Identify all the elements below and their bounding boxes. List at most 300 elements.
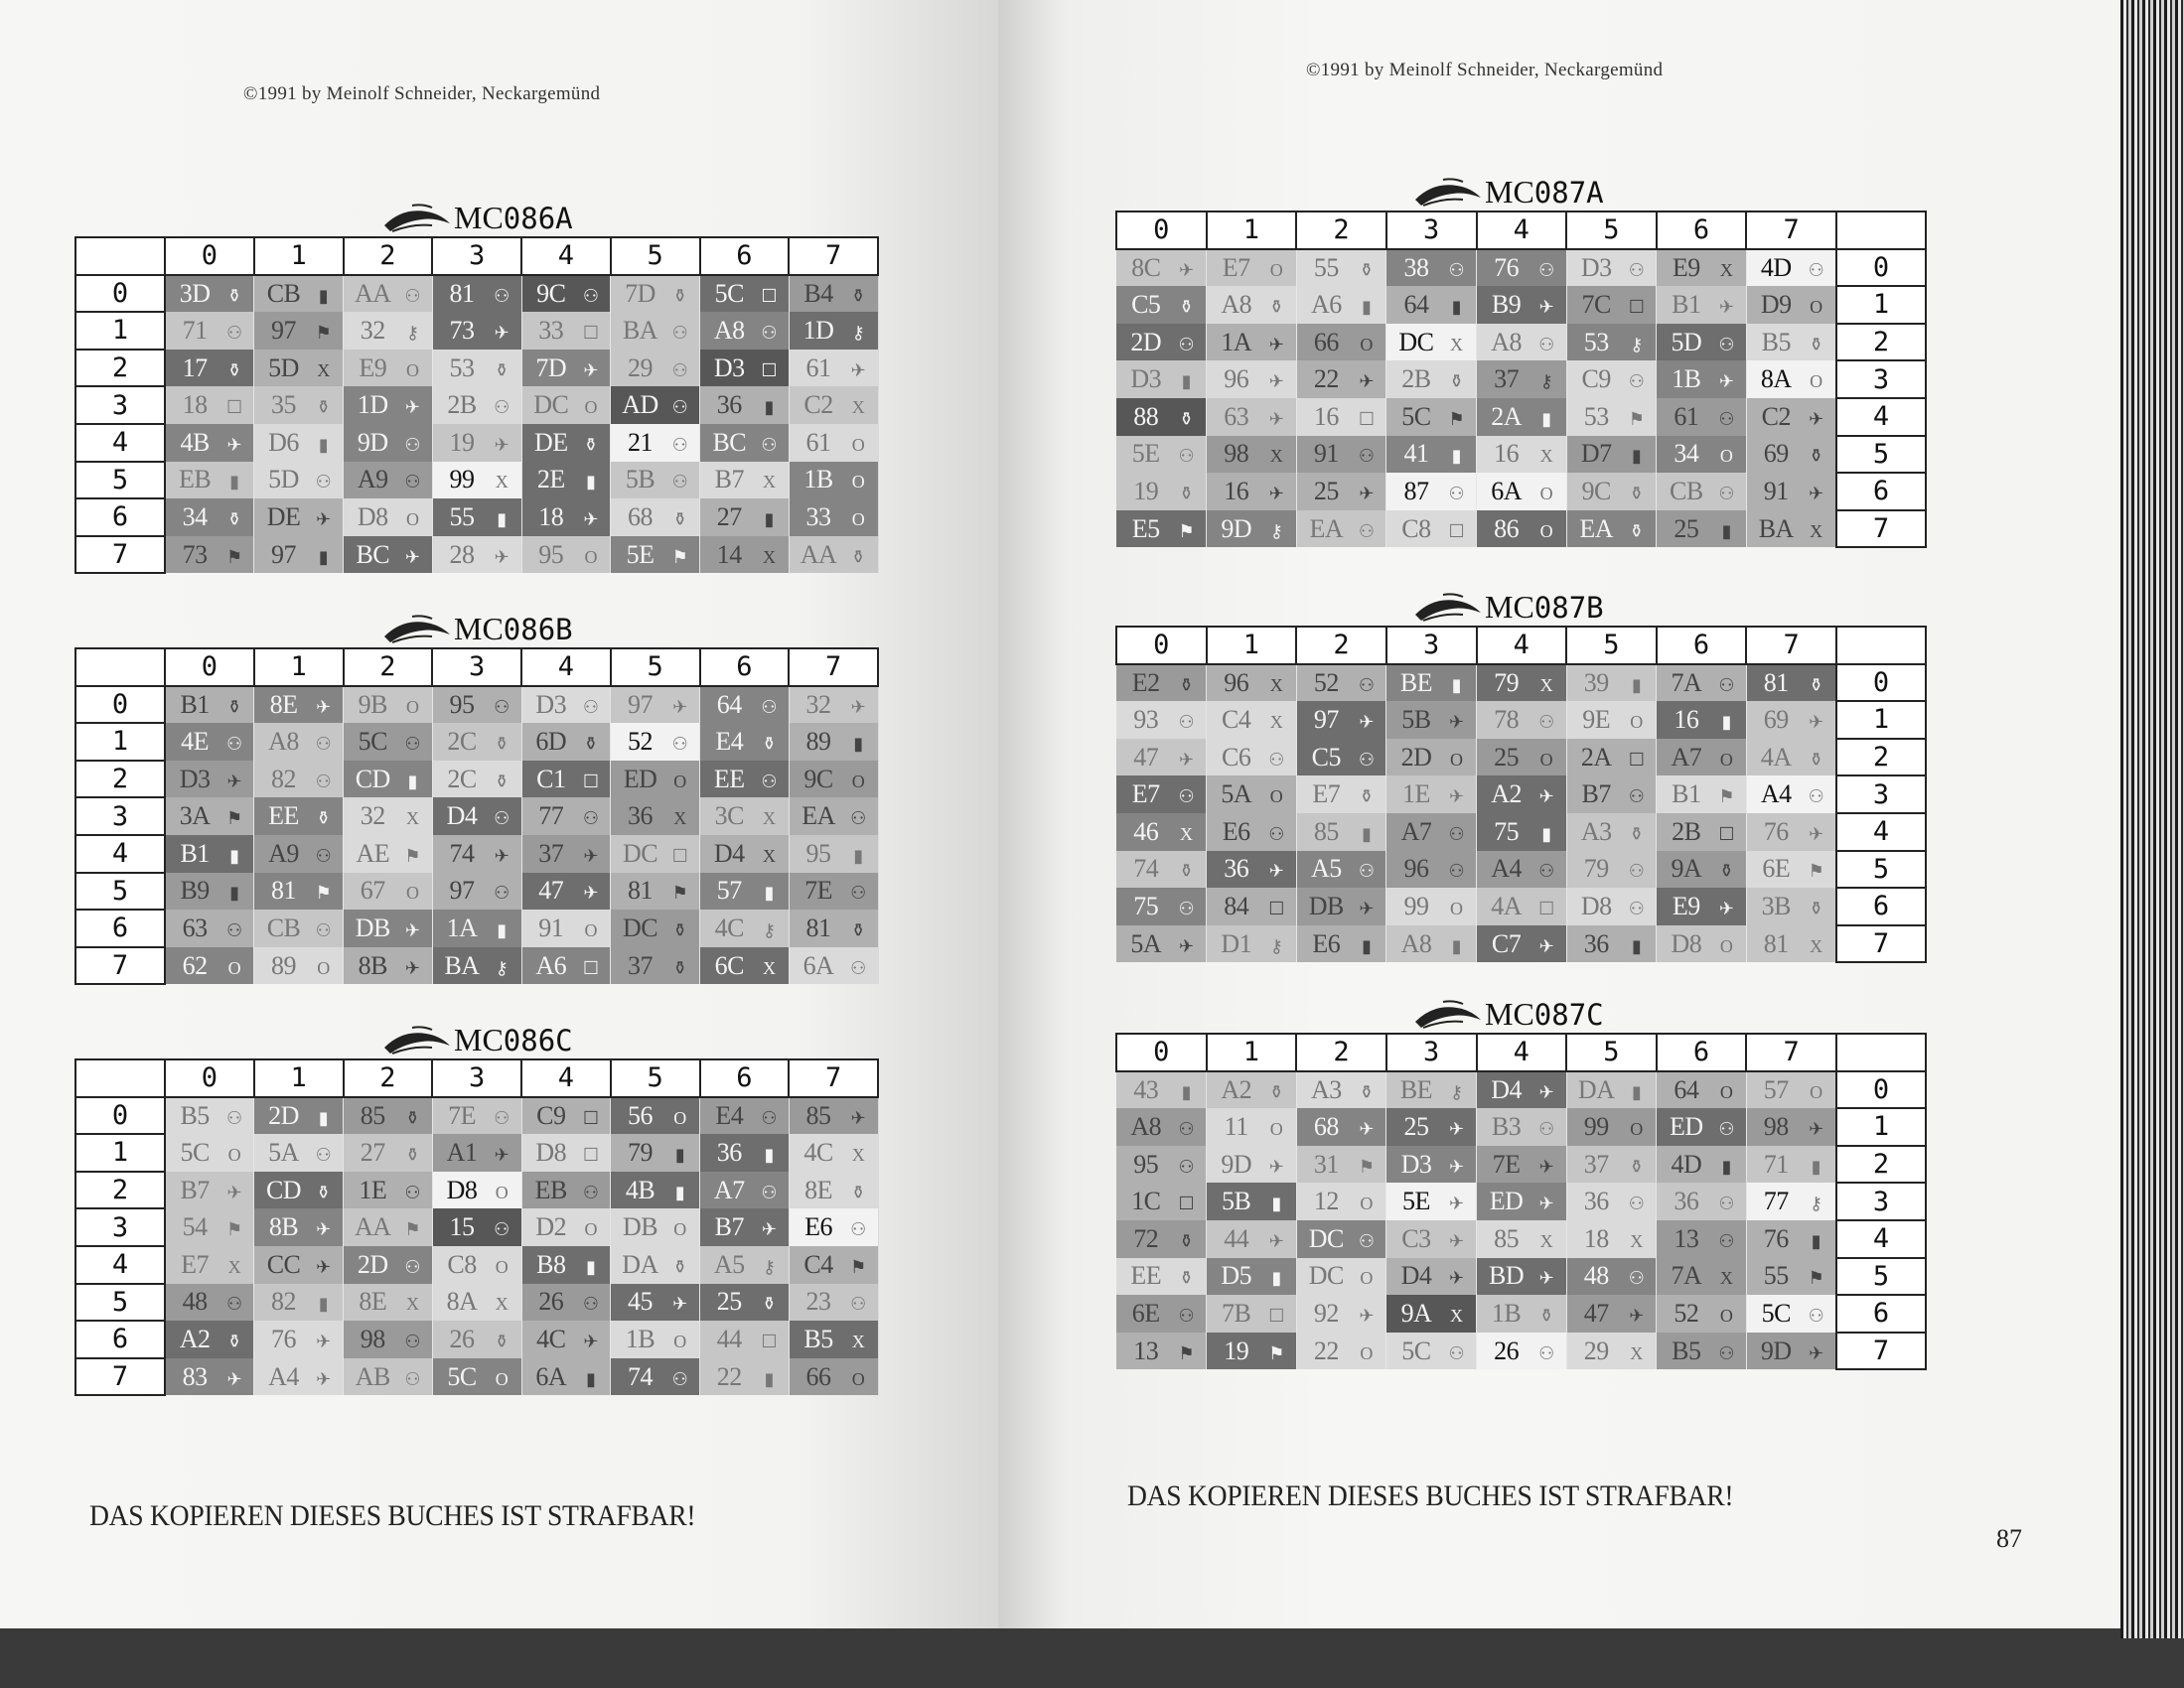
code-value: 36 <box>1583 928 1609 958</box>
table-row <box>75 1246 878 1284</box>
code-symbol-icon: ▮ <box>318 1107 329 1128</box>
code-cell <box>165 1097 254 1135</box>
code-cell <box>521 686 611 724</box>
code-cell <box>1746 888 1836 925</box>
code-cell <box>1566 1220 1657 1258</box>
code-value: B1 <box>180 838 210 868</box>
code-value: A3 <box>1310 1074 1342 1104</box>
title-code: 087A <box>1533 175 1604 210</box>
code-value: 5C <box>1401 1336 1431 1365</box>
code-value: E9 <box>1672 252 1700 282</box>
code-cell <box>1296 925 1386 963</box>
code-value: A6 <box>535 950 567 980</box>
code-symbol-icon: ✈ <box>1359 1305 1374 1326</box>
code-value: 31 <box>1313 1149 1339 1179</box>
code-value: 97 <box>271 315 297 345</box>
code-cell <box>254 1358 344 1396</box>
code-value: CB <box>1669 476 1703 505</box>
row-header: 2 <box>1836 739 1926 776</box>
code-cell <box>1746 1333 1836 1370</box>
code-value: 4C <box>536 1324 566 1353</box>
code-symbol-icon: ⚱ <box>226 359 242 380</box>
code-value: 12 <box>1313 1187 1339 1216</box>
code-value: AE <box>356 838 390 868</box>
code-symbol-icon: ✈ <box>583 508 598 529</box>
code-symbol-icon: ⚇ <box>226 919 242 940</box>
code-cell <box>1566 1108 1657 1146</box>
code-symbol-icon: ⚇ <box>761 1182 778 1202</box>
code-cell <box>611 498 700 536</box>
code-cell <box>1477 1220 1567 1258</box>
code-cell <box>1657 888 1747 925</box>
code-cell <box>789 424 878 462</box>
code-cell <box>165 275 254 313</box>
code-symbol-icon: ✈ <box>494 845 510 866</box>
code-symbol-icon: X <box>762 808 776 829</box>
code-value: C1 <box>536 764 566 793</box>
code-cell <box>1566 360 1657 398</box>
code-cell <box>165 910 254 947</box>
code-value: 19 <box>449 427 475 457</box>
code-symbol-icon: ⚱ <box>494 733 510 754</box>
code-value: C2 <box>1761 401 1791 431</box>
code-value: 25 <box>1313 476 1339 505</box>
code-cell <box>254 498 344 536</box>
code-value: 97 <box>271 539 297 569</box>
row-header: 7 <box>75 947 165 985</box>
table-row <box>1116 1071 1926 1109</box>
code-value: D4 <box>713 838 745 868</box>
code-value: D4 <box>1491 1074 1522 1104</box>
code-symbol-icon: ⚱ <box>316 1182 331 1202</box>
code-value: DC <box>533 390 569 420</box>
code-symbol-icon: ⚇ <box>1718 483 1734 503</box>
code-symbol-icon: ▮ <box>1811 1230 1821 1251</box>
code-symbol-icon: ⚇ <box>850 1294 866 1315</box>
row-header: 2 <box>1836 1146 1926 1184</box>
code-cell <box>254 947 344 985</box>
code-symbol-icon: ✈ <box>494 546 510 567</box>
column-header: 2 <box>344 648 433 686</box>
table-row <box>1116 664 1926 702</box>
code-symbol-icon: ✈ <box>1448 1156 1464 1177</box>
code-cell <box>700 312 790 350</box>
code-symbol-icon: ▮ <box>764 397 774 418</box>
code-value: 2B <box>447 390 477 420</box>
code-symbol-icon: ⚇ <box>1448 823 1465 844</box>
code-value: 37 <box>538 838 564 868</box>
title-prefix: MC <box>454 611 504 647</box>
code-value: A9 <box>268 838 299 868</box>
code-value: 7D <box>625 278 655 308</box>
code-cell <box>1386 1108 1477 1146</box>
code-cell <box>254 350 344 387</box>
code-value: 81 <box>1763 667 1789 697</box>
code-value: 2E <box>536 465 565 494</box>
code-symbol-icon: ▮ <box>407 771 417 791</box>
row-header: 6 <box>75 1321 165 1358</box>
code-symbol-icon: ⚇ <box>1358 446 1375 467</box>
title-code: 086B <box>503 612 573 646</box>
code-symbol-icon: ⚑ <box>850 1256 866 1277</box>
code-symbol-icon: ⚱ <box>226 285 242 306</box>
code-symbol-icon: ✈ <box>494 322 510 343</box>
column-header: 5 <box>1566 211 1657 249</box>
copyright-notice: ©1991 by Meinolf Schneider, Neckargemünd <box>243 83 601 104</box>
code-cell <box>1116 775 1207 813</box>
code-value: BD <box>1489 1261 1525 1291</box>
code-value: 43 <box>1133 1074 1159 1104</box>
row-header: 4 <box>75 835 165 873</box>
code-symbol-icon: ✈ <box>1268 1156 1284 1177</box>
code-symbol-icon: ⚑ <box>404 1219 421 1240</box>
code-value: B3 <box>1491 1111 1522 1141</box>
code-value: BA <box>1758 513 1794 543</box>
code-value: 95 <box>1133 1149 1159 1179</box>
code-symbol-icon: X <box>1269 446 1283 467</box>
code-value: 44 <box>716 1324 742 1353</box>
code-value: DB <box>355 913 390 942</box>
code-value: A8 <box>1400 928 1432 958</box>
row-header: 3 <box>75 1208 165 1246</box>
code-value: 7A <box>1671 667 1702 697</box>
code-value: 79 <box>1583 854 1609 884</box>
code-symbol-icon: ⚇ <box>494 285 510 306</box>
code-symbol-icon: ⚱ <box>583 733 598 754</box>
code-value: 1B <box>625 1324 655 1353</box>
row-header: 7 <box>1836 1333 1926 1370</box>
code-symbol-icon: ⚱ <box>672 1256 687 1277</box>
code-symbol-icon: O <box>227 1144 241 1165</box>
code-value: 9A <box>1400 1298 1432 1328</box>
code-symbol-icon: ⚑ <box>315 322 332 343</box>
lookup-table-mc087b <box>1115 626 1927 963</box>
code-cell <box>1746 1071 1836 1109</box>
code-cell <box>432 424 521 462</box>
table-row <box>1116 1333 1926 1370</box>
code-value: A9 <box>357 465 388 494</box>
code-symbol-icon: ⚇ <box>1628 786 1645 807</box>
code-cell <box>1657 286 1747 324</box>
code-value: 77 <box>538 801 564 831</box>
code-value: 5C <box>447 1361 477 1391</box>
code-symbol-icon: O <box>405 696 419 717</box>
code-cell <box>165 536 254 574</box>
table-row <box>1116 813 1926 851</box>
code-cell <box>521 1134 611 1172</box>
code-symbol-icon: O <box>1719 1305 1733 1326</box>
code-value: 9D <box>1221 513 1252 543</box>
code-cell <box>700 835 790 873</box>
code-symbol-icon: ✈ <box>1809 483 1823 503</box>
code-value: D8 <box>357 501 388 531</box>
code-value: 91 <box>1313 439 1339 469</box>
code-value: 85 <box>1494 1223 1520 1253</box>
code-symbol-icon: ☐ <box>1628 296 1645 317</box>
code-value: 7C <box>1581 289 1611 319</box>
code-cell <box>1296 249 1386 287</box>
column-header: 1 <box>254 1059 344 1097</box>
code-cell <box>432 350 521 387</box>
code-cell <box>1386 1183 1477 1220</box>
code-cell <box>1116 701 1207 739</box>
code-value: 35 <box>271 390 297 420</box>
code-symbol-icon: ⚱ <box>1538 1305 1554 1326</box>
code-cell <box>700 1246 790 1284</box>
row-header: 0 <box>1836 1071 1926 1109</box>
code-value: 85 <box>360 1100 385 1130</box>
code-symbol-icon: ⚱ <box>761 733 777 754</box>
column-header: 2 <box>344 237 433 275</box>
code-cell <box>1477 925 1567 963</box>
code-cell <box>1207 398 1297 436</box>
code-cell <box>1746 925 1836 963</box>
code-symbol-icon: ▮ <box>1451 674 1461 695</box>
code-symbol-icon: ⚇ <box>1718 1230 1734 1251</box>
code-symbol-icon: ⚇ <box>582 696 599 717</box>
code-value: 5E <box>1402 1187 1430 1216</box>
code-value: 1D <box>357 390 388 420</box>
code-value: 47 <box>1583 1298 1609 1328</box>
code-cell <box>1296 436 1386 474</box>
code-cell <box>1477 739 1567 776</box>
code-value: E6 <box>804 1212 832 1242</box>
code-symbol-icon: ▮ <box>1631 446 1642 467</box>
table-row <box>75 462 878 499</box>
table-row <box>75 498 878 536</box>
code-cell <box>700 910 790 947</box>
code-symbol-icon: X <box>1630 1342 1643 1363</box>
code-cell <box>165 835 254 873</box>
code-value: 9B <box>358 689 387 719</box>
code-cell <box>1296 1183 1386 1220</box>
code-symbol-icon: ⚇ <box>1178 711 1195 732</box>
code-symbol-icon: ⚑ <box>1358 1156 1375 1177</box>
code-value: 76 <box>1494 252 1520 282</box>
code-value: 92 <box>1313 1298 1339 1328</box>
code-cell <box>1746 1220 1836 1258</box>
code-cell <box>254 1284 344 1322</box>
code-value: DE <box>533 427 568 457</box>
code-symbol-icon: ☐ <box>1178 1194 1195 1214</box>
code-symbol-icon: ⚇ <box>404 1331 421 1351</box>
code-value: 34 <box>1674 439 1699 469</box>
code-cell <box>521 1358 611 1396</box>
code-cell <box>1566 813 1657 851</box>
code-value: 9C <box>1581 476 1611 505</box>
code-value: 44 <box>1224 1223 1249 1253</box>
code-symbol-icon: ⚑ <box>1808 1268 1824 1289</box>
code-value: 53 <box>1583 327 1609 356</box>
table-row <box>75 312 878 350</box>
column-header: 7 <box>789 1059 878 1097</box>
column-header: 6 <box>700 648 790 686</box>
code-symbol-icon: ⚷ <box>1539 371 1553 392</box>
code-cell <box>254 312 344 350</box>
code-symbol-icon: O <box>1630 711 1643 732</box>
table-row <box>75 536 878 574</box>
code-symbol-icon: O <box>673 1107 686 1128</box>
code-symbol-icon: ⚇ <box>1538 259 1554 280</box>
code-cell <box>1296 286 1386 324</box>
row-header: 5 <box>1836 1258 1926 1296</box>
code-value: 21 <box>628 427 654 457</box>
column-header: 0 <box>165 648 254 686</box>
code-symbol-icon: O <box>1269 786 1283 807</box>
code-cell <box>432 386 521 424</box>
code-cell <box>789 1358 878 1396</box>
row-header: 6 <box>1836 473 1926 510</box>
lookup-table-mc087c <box>1115 1033 1927 1370</box>
code-value: ED <box>623 764 657 793</box>
code-value: 55 <box>449 501 475 531</box>
code-value: 38 <box>1403 252 1429 282</box>
code-value: D8 <box>1671 928 1702 958</box>
table-block-mc086b <box>74 608 877 987</box>
code-symbol-icon: ✈ <box>1448 1118 1464 1139</box>
table-row <box>1116 1183 1926 1220</box>
code-value: 95 <box>538 539 564 569</box>
code-cell <box>1477 1071 1567 1109</box>
table-row <box>1116 888 1926 925</box>
code-cell <box>1386 1258 1477 1296</box>
code-value: 36 <box>1224 854 1249 884</box>
code-symbol-icon: ✈ <box>1268 371 1284 392</box>
code-symbol-icon: ▮ <box>229 845 239 866</box>
code-value: A7 <box>1400 816 1432 846</box>
code-symbol-icon: ⚑ <box>226 808 242 829</box>
code-cell <box>432 947 521 985</box>
code-cell <box>700 686 790 724</box>
code-value: CD <box>265 1175 302 1204</box>
code-cell <box>1116 1071 1207 1109</box>
code-value: 52 <box>628 726 654 756</box>
code-cell <box>1207 360 1297 398</box>
code-value: 46 <box>1133 816 1159 846</box>
code-symbol-icon: ✈ <box>316 696 331 717</box>
lookup-table-mc087a <box>1115 211 1927 548</box>
code-cell <box>1477 664 1567 702</box>
code-cell <box>344 723 433 761</box>
code-symbol-icon: ⚇ <box>1178 786 1195 807</box>
row-header: 0 <box>75 686 165 724</box>
code-cell <box>254 462 344 499</box>
code-symbol-icon: X <box>1539 674 1553 695</box>
code-symbol-icon: ✈ <box>1809 1118 1823 1139</box>
code-value: 9D <box>1760 1336 1792 1365</box>
code-symbol-icon: ⚑ <box>226 1219 242 1240</box>
code-cell <box>254 1172 344 1209</box>
code-value: C4 <box>803 1249 833 1279</box>
code-symbol-icon: ⚷ <box>1449 1081 1463 1102</box>
code-symbol-icon: ⚷ <box>762 919 776 940</box>
code-symbol-icon: ⚷ <box>851 322 865 343</box>
code-value: BA <box>444 950 480 980</box>
code-value: E2 <box>1131 667 1160 697</box>
code-cell <box>1116 473 1207 510</box>
code-value: B8 <box>536 1249 566 1279</box>
code-symbol-icon: ☐ <box>761 285 778 306</box>
code-symbol-icon: ✈ <box>583 845 598 866</box>
code-cell <box>700 873 790 911</box>
row-header: 4 <box>1836 813 1926 851</box>
code-symbol-icon: ⚇ <box>226 1294 242 1315</box>
column-header: 5 <box>1566 627 1657 664</box>
code-cell <box>789 723 878 761</box>
column-header: 7 <box>1746 627 1836 664</box>
code-symbol-icon: ✈ <box>1268 483 1284 503</box>
code-symbol-icon: ⚇ <box>1178 1118 1195 1139</box>
code-symbol-icon: ⚇ <box>582 285 599 306</box>
code-cell <box>1386 249 1477 287</box>
code-value: 2D <box>1130 327 1162 356</box>
code-cell <box>1477 473 1567 510</box>
code-cell <box>1296 701 1386 739</box>
code-cell <box>611 835 700 873</box>
code-symbol-icon: ▮ <box>1451 446 1461 467</box>
code-cell <box>1566 473 1657 510</box>
code-value: E6 <box>1312 928 1341 958</box>
code-value: 63 <box>182 913 208 942</box>
code-symbol-icon: X <box>1630 1230 1643 1251</box>
code-value: ED <box>1489 1187 1524 1216</box>
table-row <box>75 386 878 424</box>
code-symbol-icon: X <box>1180 823 1193 844</box>
code-value: E7 <box>1131 779 1160 809</box>
code-value: 2D <box>268 1100 299 1130</box>
code-symbol-icon: X <box>762 546 776 567</box>
code-cell <box>789 1134 878 1172</box>
code-value: 16 <box>1674 704 1699 734</box>
code-cell <box>611 1246 700 1284</box>
code-symbol-icon: ⚱ <box>1178 408 1194 429</box>
code-value: 7E <box>1492 1149 1521 1179</box>
row-header: 1 <box>1836 286 1926 324</box>
code-cell <box>1657 851 1747 889</box>
title-prefix: MC <box>1485 996 1534 1033</box>
table-row <box>1116 398 1926 436</box>
code-value: 5A <box>1130 928 1162 958</box>
code-value: A5 <box>713 1249 745 1279</box>
code-symbol-icon: ⚇ <box>761 322 778 343</box>
code-symbol-icon: ⚱ <box>1448 371 1464 392</box>
code-value: D4 <box>1400 1261 1432 1291</box>
code-value: 18 <box>538 501 564 531</box>
code-value: B4 <box>803 278 833 308</box>
code-value: A7 <box>1671 742 1702 772</box>
code-value: 61 <box>805 352 831 382</box>
code-cell <box>789 536 878 574</box>
code-value: 53 <box>449 352 475 382</box>
code-value: 18 <box>1583 1223 1609 1253</box>
code-symbol-icon: ⚇ <box>582 1294 599 1315</box>
code-value: 4E <box>181 726 210 756</box>
code-cell <box>1116 1220 1207 1258</box>
code-value: 71 <box>182 315 208 345</box>
code-symbol-icon: ⚱ <box>1178 861 1194 882</box>
column-header: 1 <box>1207 211 1297 249</box>
row-header: 1 <box>1836 1108 1926 1146</box>
code-symbol-icon: ⚱ <box>1359 786 1374 807</box>
code-value: B5 <box>180 1100 210 1130</box>
code-cell <box>789 1284 878 1322</box>
code-cell <box>1746 1295 1836 1333</box>
code-cell <box>1116 1183 1207 1220</box>
code-value: 55 <box>1763 1261 1789 1291</box>
code-value: 25 <box>716 1287 742 1317</box>
code-symbol-icon: X <box>1810 935 1822 956</box>
code-symbol-icon: ▮ <box>586 472 596 492</box>
